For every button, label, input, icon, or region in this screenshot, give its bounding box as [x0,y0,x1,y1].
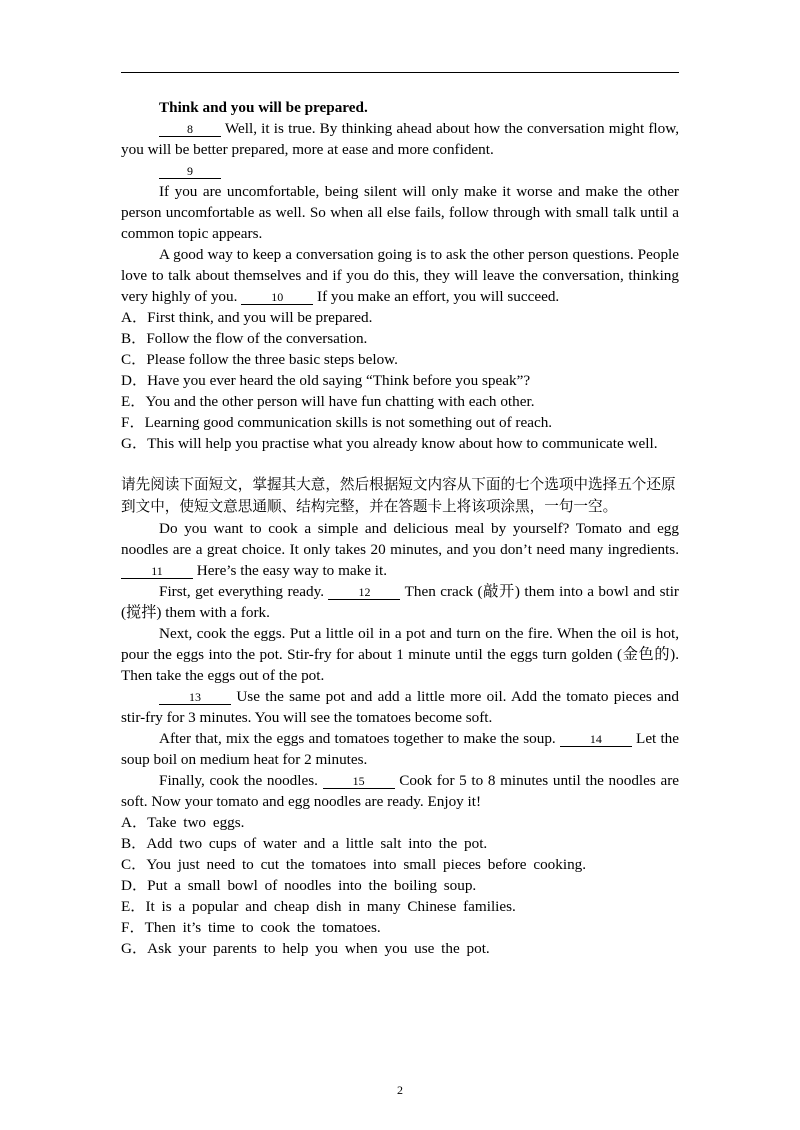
chinese-instruction: 请先阅读下面短文，掌握其大意，然后根据短文内容从下面的七个选项中选择五个还原到文中，使短文意思通顺、结构完整，并在答题卡上将该项涂黑，一句一空。 [121,476,676,515]
blank-12[interactable]: 12 [328,585,400,600]
blank-8[interactable]: 8 [159,122,221,137]
blank-13[interactable]: 13 [159,690,231,705]
option2-c: C．You just need to cut the tomatoes into small pieces before cooking. [121,856,587,873]
option-e: E．You and the other person will have fun chatting with each other. [121,393,535,410]
document-page [121,97,679,959]
option-f: F．Learning good communication skills is not something out of reach. [121,414,553,431]
option2-b: B．Add two cups of water and a little salt into the pot. [121,835,488,852]
blank-14[interactable]: 14 [560,732,632,747]
paragraph-blank-15: Finally, cook the noodles. 15 Cook for 5 to 8 minutes until the noodles are soft. Now your tomato and egg noodles are ready. Enjoy it! [121,772,679,810]
section-heading: Think and you will be prepared. [159,99,368,116]
paragraph-blank-14: After that, mix the eggs and tomatoes together to make the soup. 14 Let the soup boil on medium heat for 2 minutes. [121,730,679,768]
blank-11[interactable]: 11 [121,564,193,579]
paragraph-blank-8: 8 Well, it is true. By thinking ahead about how the conversation might flow, you will be better prepared, more at ease and more confident. [121,120,679,158]
option2-a: A．Take two eggs. [121,814,245,831]
paragraph-blank-9 [121,160,679,181]
paragraph-blank-11: Do you want to cook a simple and delicious meal by yourself? Tomato and egg noodles are a great choice. It only takes 20 minutes, and you don’t need many ingredients. 11 Here’s the easy way to make it. [121,520,679,579]
option-c: C．Please follow the three basic steps below. [121,351,398,368]
option-d: D．Have you ever heard the old saying “Think before you speak”? [121,372,531,389]
blank-9[interactable]: 9 [159,164,221,179]
paragraph-blank-13: 13 Use the same pot and add a little more oil. Add the tomato pieces and stir-fry for 3 minutes. You will see the tomatoes become soft. [121,688,679,726]
header-rule [121,72,679,73]
option-a: A．First think, and you will be prepared. [121,309,373,326]
paragraph-blank-10: A good way to keep a conversation going is to ask the other person questions. People love to talk about themselves and if you do this, they will leave the conversation, thinking very highly of you. 10 If you make an effort, you will succeed. [121,246,679,305]
page-number: 2 [397,1083,403,1097]
option2-d: D．Put a small bowl of noodles into the boiling soup. [121,877,477,894]
blank-10[interactable]: 10 [241,290,313,305]
blank-15[interactable]: 15 [323,774,395,789]
option-g: G．This will help you practise what you already know about how to communicate well. [121,435,658,452]
option2-e: E．It is a popular and cheap dish in many Chinese families. [121,898,516,915]
paragraph-blank-12: First, get everything ready. 12 Then crack (敲开) them into a bowl and stir (搅拌) them with a fork. [121,583,679,621]
paragraph-cook-eggs: Next, cook the eggs. Put a little oil in a pot and turn on the fire. When the oil is hot, pour the eggs into the pot. Stir-fry for about 1 minute until the eggs turn golden (金色的). Then take the eggs out of the pot. [121,625,679,684]
paragraph-uncomfortable: If you are uncomfortable, being silent will only make it worse and make the other person uncomfortable as well. So when all else fails, follow through with small talk until a common topic appears. [121,183,679,242]
option-b: B．Follow the flow of the conversation. [121,330,368,347]
option2-g: G．Ask your parents to help you when you use the pot. [121,940,490,957]
option2-f: F．Then it’s time to cook the tomatoes. [121,919,381,936]
